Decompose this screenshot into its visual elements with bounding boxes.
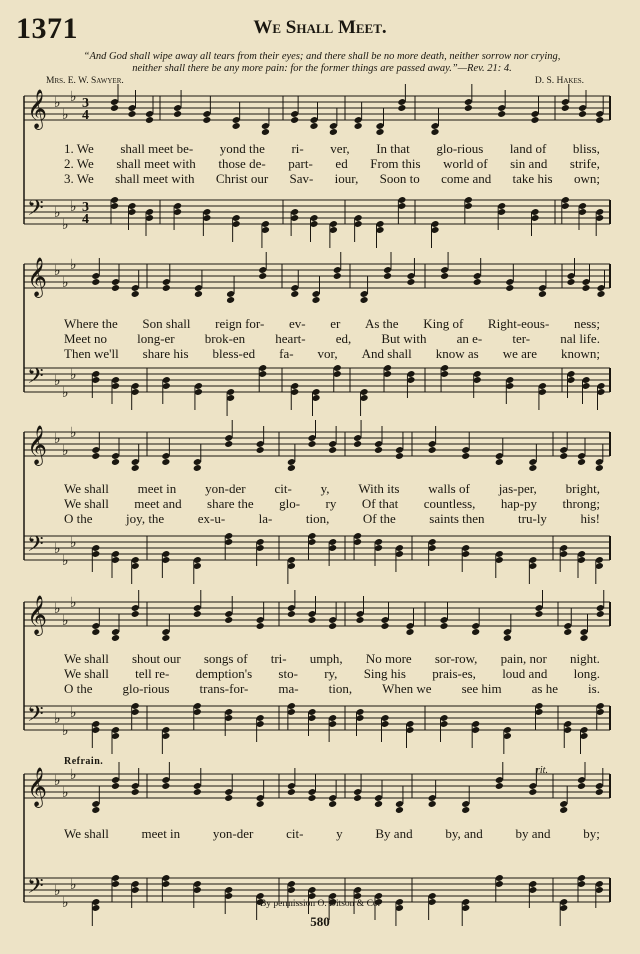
lyric-syllable: sor-row, — [434, 651, 478, 666]
lyrics-block — [64, 141, 600, 186]
note-head — [131, 610, 140, 618]
note-head — [307, 440, 316, 448]
lyric-syllable: Sav- — [289, 171, 314, 186]
note-head — [530, 116, 539, 124]
note-head — [405, 628, 414, 636]
lyric-syllable: shout our — [131, 651, 181, 666]
lyric-syllable: Soon to — [379, 171, 420, 186]
note-head — [559, 452, 568, 460]
lyric-syllable: vor, — [317, 346, 338, 361]
lyric-syllable: yond the — [219, 141, 265, 156]
lyric-line — [64, 331, 600, 346]
lyric-syllable: When we — [382, 681, 432, 696]
lyric-syllable: his! — [580, 511, 600, 526]
lyric-syllable: heart- — [275, 331, 306, 346]
lyric-syllable: reign for- — [215, 316, 265, 331]
composer-credit: Mrs. E. W. Sawyer. — [46, 76, 124, 86]
treble-clef: 𝄞 — [27, 597, 48, 634]
lyric-syllable: ry, — [324, 666, 338, 681]
lyric-syllable: ry — [325, 496, 337, 511]
note-head — [232, 122, 241, 130]
lyric-syllable: take his — [512, 171, 553, 186]
note-head — [328, 800, 337, 808]
lyric-syllable: by, and — [445, 826, 483, 841]
lyric-syllable: is. — [588, 681, 600, 696]
note-head — [307, 794, 316, 802]
lyric-syllable: sin and — [510, 156, 548, 171]
lyric-syllable: glo-rious — [122, 681, 170, 696]
flat-sign: ♭ — [54, 602, 61, 617]
lyric-syllable: demption's — [195, 666, 253, 681]
note-head — [307, 616, 316, 624]
note-head — [290, 116, 299, 124]
lyric-syllable: Right-eous- — [487, 316, 550, 331]
bass-clef: 𝄢 — [27, 702, 44, 731]
lyric-syllable: hap-py — [500, 496, 537, 511]
lyric-syllable: jas-per, — [498, 481, 537, 496]
lyric-syllable: Meet no — [64, 331, 107, 346]
lyric-syllable: iour, — [334, 171, 359, 186]
note-head — [145, 116, 154, 124]
lyric-syllable: an e- — [456, 331, 483, 346]
flat-sign: ♭ — [70, 368, 77, 383]
flat-sign: ♭ — [70, 768, 77, 783]
lyric-line — [64, 156, 600, 171]
lyric-syllable: 2. We — [64, 156, 94, 171]
lyric-syllable: loud and — [502, 666, 548, 681]
lyric-syllable: long. — [573, 666, 600, 681]
note-head — [91, 806, 100, 814]
flat-sign: ♭ — [62, 276, 69, 291]
note-head — [131, 788, 140, 796]
note-head — [224, 616, 233, 624]
lyric-syllable: But with — [381, 331, 427, 346]
lyric-syllable: ed — [335, 156, 348, 171]
lyric-syllable: tion, — [328, 681, 353, 696]
note-head — [311, 296, 320, 304]
lyric-syllable: see him — [461, 681, 502, 696]
note-head — [577, 458, 586, 466]
lyric-syllable: bliss, — [572, 141, 600, 156]
note-head — [374, 800, 383, 808]
note-head — [111, 634, 120, 642]
note-head — [395, 452, 404, 460]
lyric-syllable: King of — [423, 316, 464, 331]
note-head — [91, 452, 100, 460]
lyric-syllable: Then we'll — [64, 346, 119, 361]
lyric-line — [64, 316, 600, 331]
note-head — [495, 782, 504, 790]
lyric-syllable: countless, — [423, 496, 476, 511]
note-head — [256, 446, 265, 454]
treble-clef: 𝄞 — [27, 769, 48, 806]
lyric-syllable: ri- — [291, 141, 304, 156]
flat-sign: ♭ — [70, 258, 77, 273]
lyric-syllable: tri- — [270, 651, 287, 666]
lyric-line — [64, 496, 600, 511]
lyric-syllable: tion, — [305, 511, 330, 526]
lyric-syllable: ev- — [288, 316, 306, 331]
lyric-syllable: strife, — [569, 156, 600, 171]
lyric-syllable: No more — [365, 651, 412, 666]
note-head — [290, 290, 299, 298]
lyric-syllable: by; — [583, 826, 600, 841]
lyric-syllable: ed, — [335, 331, 352, 346]
note-head — [534, 610, 543, 618]
lyric-syllable: as he — [531, 681, 559, 696]
lyric-syllable: Where the — [64, 316, 118, 331]
lyric-line — [64, 346, 600, 361]
note-head — [354, 122, 363, 130]
time-signature: 4 — [82, 108, 89, 123]
flat-sign: ♭ — [54, 774, 61, 789]
note-head — [131, 464, 140, 472]
flat-sign: ♭ — [62, 554, 69, 569]
note-head — [559, 806, 568, 814]
lyric-syllable: And shall — [361, 346, 412, 361]
note-head — [224, 794, 233, 802]
lyric-syllable: joy, the — [126, 511, 165, 526]
lyric-syllable: cit- — [274, 481, 292, 496]
lyric-syllable: Christ our — [215, 171, 269, 186]
lyric-syllable: trans-for- — [199, 681, 249, 696]
lyric-syllable: tell re- — [135, 666, 170, 681]
note-head — [193, 464, 202, 472]
note-head — [440, 272, 449, 280]
note-head — [375, 128, 384, 136]
note-head — [374, 446, 383, 454]
note-head — [380, 622, 389, 630]
note-head — [111, 458, 120, 466]
flat-sign: ♭ — [70, 426, 77, 441]
lyric-syllable: 3. We — [64, 171, 94, 186]
note-head — [528, 464, 537, 472]
note-head — [110, 104, 119, 112]
note-head — [328, 446, 337, 454]
treble-clef: 𝄞 — [27, 91, 48, 128]
lyric-syllable: ness; — [573, 316, 600, 331]
lyric-syllable: world of — [443, 156, 488, 171]
lyric-syllable: part- — [288, 156, 313, 171]
lyric-syllable: pain, nor — [500, 651, 547, 666]
flat-sign: ♭ — [54, 96, 61, 111]
note-head — [473, 278, 482, 286]
note-head — [395, 806, 404, 814]
lyrics-block — [64, 316, 600, 361]
note-head — [461, 452, 470, 460]
lyric-syllable: throng; — [562, 496, 600, 511]
lyric-line — [64, 141, 600, 156]
lyric-syllable: brok-en — [204, 331, 246, 346]
lyric-syllable: Of that — [361, 496, 399, 511]
note-head — [538, 290, 547, 298]
note-head — [561, 104, 570, 112]
note-head — [131, 290, 140, 298]
note-head — [595, 464, 604, 472]
note-head — [503, 634, 512, 642]
lyric-syllable: y, — [320, 481, 330, 496]
note-head — [581, 284, 590, 292]
note-head — [497, 110, 506, 118]
flat-sign: ♭ — [70, 536, 77, 551]
note-head — [226, 296, 235, 304]
flat-sign: ♭ — [54, 432, 61, 447]
lyric-syllable: meet in — [141, 826, 181, 841]
note-head — [193, 788, 202, 796]
lyric-syllable: share his — [142, 346, 189, 361]
lyric-syllable: glo- — [279, 496, 301, 511]
bass-clef: 𝄢 — [27, 532, 44, 561]
note-head — [595, 788, 604, 796]
lyric-syllable: Son shall — [142, 316, 191, 331]
lyric-syllable: cit- — [286, 826, 304, 841]
note-head — [202, 116, 211, 124]
lyric-syllable: fa- — [279, 346, 294, 361]
hymn-title: We Shall Meet. — [253, 17, 387, 38]
lyric-syllable: known; — [560, 346, 600, 361]
note-head — [309, 122, 318, 130]
flat-sign: ♭ — [70, 596, 77, 611]
note-head — [258, 272, 267, 280]
lyric-syllable: ex-u- — [197, 511, 226, 526]
lyric-line — [64, 481, 600, 496]
lyric-syllable: Of the — [362, 511, 396, 526]
note-head — [464, 104, 473, 112]
note-head — [595, 116, 604, 124]
flat-sign: ♭ — [62, 614, 69, 629]
note-head — [328, 622, 337, 630]
lyric-syllable: We shall — [64, 666, 109, 681]
lyric-syllable: shall meet with — [115, 171, 195, 186]
lyric-syllable: y — [336, 826, 343, 841]
lyric-syllable: know as — [435, 346, 479, 361]
note-head — [566, 278, 575, 286]
lyric-syllable: bright, — [565, 481, 600, 496]
note-head — [256, 800, 265, 808]
note-head — [127, 110, 136, 118]
lyric-syllable: prais-es, — [432, 666, 476, 681]
note-head — [355, 616, 364, 624]
page-number: 580 — [310, 914, 330, 929]
arranger-credit: D. S. Hakes. — [534, 76, 584, 86]
note-head — [91, 628, 100, 636]
bass-clef: 𝄢 — [27, 364, 44, 393]
tempo-marking: rit. — [536, 765, 548, 776]
note-head — [329, 128, 338, 136]
flat-sign: ♭ — [70, 200, 77, 215]
note-head — [563, 628, 572, 636]
lyric-line — [64, 826, 600, 841]
note-head — [287, 610, 296, 618]
lyric-syllable: yon-der — [212, 826, 254, 841]
hymn-number: 1371 — [16, 12, 78, 45]
note-head — [287, 788, 296, 796]
lyric-syllable: meet and — [134, 496, 182, 511]
lyric-syllable: sto- — [278, 666, 298, 681]
lyric-syllable: shall meet be- — [120, 141, 194, 156]
flat-sign: ♭ — [54, 206, 61, 221]
lyric-syllable: Sing his — [363, 666, 406, 681]
flat-sign: ♭ — [62, 108, 69, 123]
lyric-syllable: ver, — [330, 141, 350, 156]
note-head — [193, 610, 202, 618]
lyric-syllable: O the — [64, 511, 93, 526]
note-head — [353, 794, 362, 802]
bass-clef: 𝄢 — [27, 196, 44, 225]
note-head — [256, 622, 265, 630]
note-head — [495, 458, 504, 466]
lyric-syllable: night. — [569, 651, 600, 666]
note-head — [261, 128, 270, 136]
lyric-syllable: tru-ly — [518, 511, 547, 526]
lyric-syllable: We shall — [64, 496, 109, 511]
lyric-syllable: As the — [364, 316, 399, 331]
lyric-line — [64, 681, 600, 696]
lyric-syllable: glo-rious — [436, 141, 484, 156]
note-head — [161, 458, 170, 466]
lyric-syllable: nal life. — [560, 331, 600, 346]
refrain-label: Refrain. — [64, 756, 104, 767]
flat-sign: ♭ — [70, 706, 77, 721]
note-head — [528, 788, 537, 796]
lyric-syllable: ter- — [512, 331, 531, 346]
lyric-line — [64, 651, 600, 666]
lyric-line — [64, 666, 600, 681]
time-signature: 3 — [82, 96, 89, 111]
flat-sign: ♭ — [54, 712, 61, 727]
lyric-syllable: From this — [370, 156, 421, 171]
note-head — [596, 610, 605, 618]
lyric-syllable: shall meet with — [116, 156, 196, 171]
lyric-syllable: 1. We — [64, 141, 94, 156]
lyric-syllable: by and — [515, 826, 551, 841]
lyric-syllable: meet in — [137, 481, 177, 496]
treble-clef: 𝄞 — [27, 259, 48, 296]
epigraph-line: neither shall there be any more pain: for the former things are passed away.”—Rev. 21: 4. — [132, 63, 512, 74]
time-signature: 4 — [82, 212, 89, 227]
lyric-line — [64, 511, 600, 526]
flat-sign: ♭ — [62, 386, 69, 401]
flat-sign: ♭ — [54, 542, 61, 557]
note-head — [596, 290, 605, 298]
lyric-syllable: ma- — [278, 681, 299, 696]
note-head — [397, 104, 406, 112]
lyric-syllable: umph, — [309, 651, 343, 666]
lyric-syllable: la- — [258, 511, 273, 526]
lyric-syllable: By and — [375, 826, 413, 841]
lyrics-block — [64, 826, 600, 841]
flat-sign: ♭ — [62, 218, 69, 233]
lyric-syllable: saints then — [429, 511, 485, 526]
note-head — [360, 296, 369, 304]
lyric-syllable: we are — [502, 346, 537, 361]
note-head — [430, 128, 439, 136]
flat-sign: ♭ — [70, 90, 77, 105]
note-head — [224, 440, 233, 448]
note-head — [111, 284, 120, 292]
note-head — [461, 806, 470, 814]
lyric-syllable: We shall — [64, 826, 109, 841]
lyrics-block — [64, 481, 600, 526]
note-head — [161, 782, 170, 790]
flat-sign: ♭ — [54, 374, 61, 389]
lyric-syllable: land of — [509, 141, 547, 156]
note-head — [383, 272, 392, 280]
flat-sign: ♭ — [62, 786, 69, 801]
flat-sign: ♭ — [70, 878, 77, 893]
lyric-syllable: songs of — [203, 651, 248, 666]
lyric-syllable: We shall — [64, 651, 109, 666]
flat-sign: ♭ — [54, 264, 61, 279]
lyric-syllable: yon-der — [205, 481, 246, 496]
bass-clef: 𝄢 — [27, 874, 44, 903]
note-head — [333, 272, 342, 280]
lyric-syllable: own; — [573, 171, 600, 186]
flat-sign: ♭ — [54, 884, 61, 899]
flat-sign: ♭ — [62, 896, 69, 911]
lyric-syllable: come and — [441, 171, 492, 186]
lyric-syllable: er — [330, 316, 341, 331]
note-head — [428, 800, 437, 808]
note-head — [428, 446, 437, 454]
copyright-credit: By permission O. Ditson & Co. — [259, 899, 381, 909]
note-head — [353, 440, 362, 448]
note-head — [579, 634, 588, 642]
flat-sign: ♭ — [62, 444, 69, 459]
note-head — [471, 628, 480, 636]
note-head — [406, 278, 415, 286]
lyric-syllable: walls of — [428, 481, 470, 496]
epigraph-line: “And God shall wipe away all tears from their eyes; and there shall be no more death, neither sorrow nor crying, — [83, 51, 561, 62]
note-head — [439, 622, 448, 630]
lyric-syllable: With its — [358, 481, 400, 496]
note-head — [287, 464, 296, 472]
note-head — [505, 284, 514, 292]
note-head — [161, 634, 170, 642]
lyric-line — [64, 171, 600, 186]
lyric-syllable: share the — [207, 496, 254, 511]
lyric-syllable: In that — [376, 141, 410, 156]
note-head — [111, 782, 120, 790]
note-head — [578, 110, 587, 118]
note-head — [91, 278, 100, 286]
treble-clef: 𝄞 — [27, 427, 48, 464]
note-head — [577, 782, 586, 790]
lyric-syllable: O the — [64, 681, 93, 696]
lyrics-block — [64, 651, 600, 696]
lyric-syllable: We shall — [64, 481, 109, 496]
note-head — [173, 110, 182, 118]
lyric-syllable: bless-ed — [212, 346, 256, 361]
note-head — [194, 290, 203, 298]
lyric-syllable: those de- — [218, 156, 266, 171]
flat-sign: ♭ — [62, 724, 69, 739]
lyric-syllable: long-er — [137, 331, 175, 346]
time-signature: 3 — [82, 200, 89, 215]
note-head — [162, 284, 171, 292]
